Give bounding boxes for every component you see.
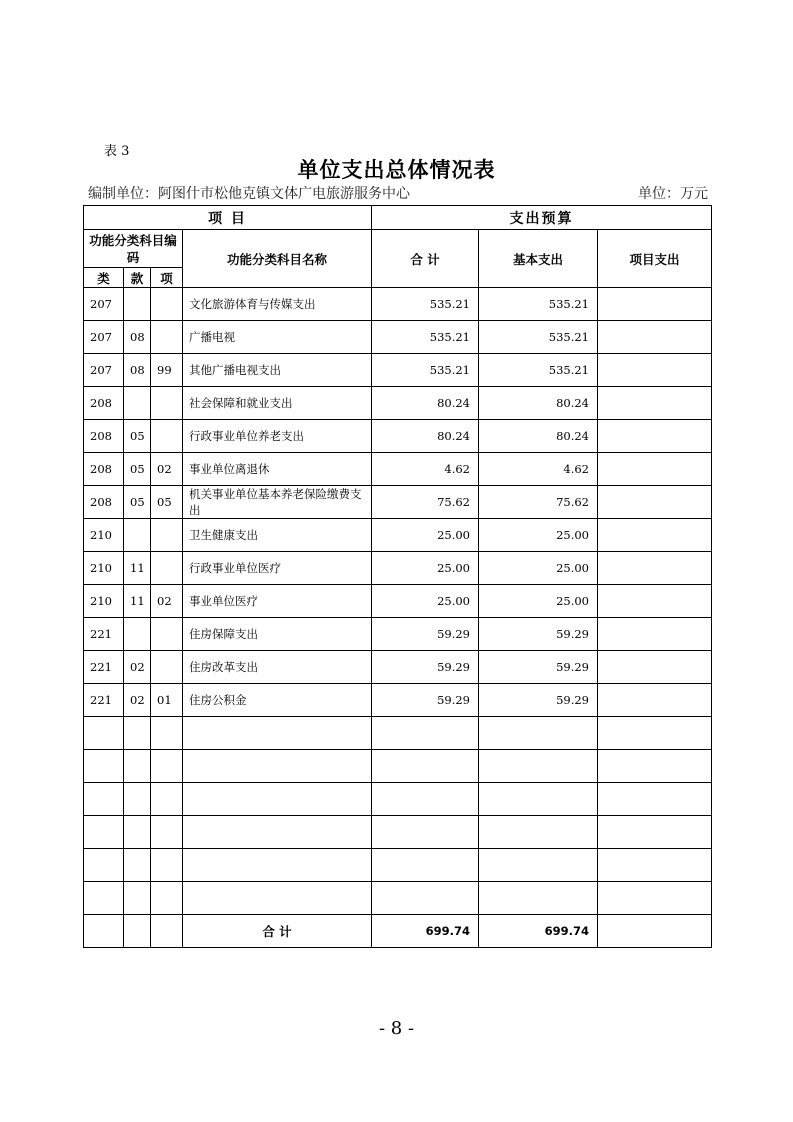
empty-cell: [151, 783, 183, 816]
header-basic: 基本支出: [479, 230, 598, 288]
header-budget: 支出预算: [372, 206, 712, 230]
cell-name: 文化旅游体育与传媒支出: [183, 288, 372, 321]
cell-total: 59.29: [372, 618, 479, 651]
empty-cell: [479, 882, 598, 915]
empty-cell: [151, 849, 183, 882]
header-row-middle: [84, 230, 712, 268]
cell-project: [598, 486, 712, 519]
empty-cell: [598, 717, 712, 750]
empty-cell: [151, 717, 183, 750]
table-row: [84, 519, 712, 552]
total-empty-class: [84, 915, 124, 948]
empty-cell: [598, 882, 712, 915]
total-project: [598, 915, 712, 948]
cell-item: [151, 618, 183, 651]
cell-name: 住房保障支出: [183, 618, 372, 651]
cell-basic: 535.21: [479, 354, 598, 387]
empty-row: [84, 783, 712, 816]
page-title: 单位支出总体情况表: [297, 158, 496, 182]
cell-item: 05: [151, 486, 183, 519]
cell-section: [124, 288, 151, 321]
cell-class: 208: [84, 453, 124, 486]
cell-name: 行政事业单位养老支出: [183, 420, 372, 453]
empty-cell: [84, 783, 124, 816]
empty-row: [84, 882, 712, 915]
empty-row: [84, 717, 712, 750]
cell-class: 221: [84, 684, 124, 717]
cell-name: 住房公积金: [183, 684, 372, 717]
cell-basic: 80.24: [479, 387, 598, 420]
table-row: [84, 453, 712, 486]
empty-cell: [84, 849, 124, 882]
empty-cell: [372, 783, 479, 816]
cell-basic: 75.62: [479, 486, 598, 519]
cell-name: 行政事业单位医疗: [183, 552, 372, 585]
cell-class: 207: [84, 354, 124, 387]
table-row: [84, 651, 712, 684]
table-label: 表 3: [104, 144, 130, 159]
cell-basic: 59.29: [479, 618, 598, 651]
cell-item: [151, 651, 183, 684]
expenditure-table: [83, 205, 712, 948]
cell-section: [124, 387, 151, 420]
cell-class: 208: [84, 420, 124, 453]
cell-section: 05: [124, 453, 151, 486]
empty-cell: [372, 849, 479, 882]
table-row: [84, 684, 712, 717]
table-row: [84, 387, 712, 420]
empty-cell: [183, 816, 372, 849]
header-total: 合 计: [372, 230, 479, 288]
cell-name: 事业单位医疗: [183, 585, 372, 618]
header-row-top: [84, 206, 712, 230]
cell-item: [151, 288, 183, 321]
cell-section: 05: [124, 486, 151, 519]
cell-total: 535.21: [372, 288, 479, 321]
empty-cell: [124, 849, 151, 882]
header-item-col: 项: [151, 268, 183, 288]
empty-row: [84, 750, 712, 783]
empty-cell: [598, 816, 712, 849]
header-name: 功能分类科目名称: [183, 230, 372, 288]
cell-item: 02: [151, 585, 183, 618]
empty-cell: [84, 750, 124, 783]
cell-project: [598, 420, 712, 453]
cell-class: 207: [84, 321, 124, 354]
cell-basic: 535.21: [479, 321, 598, 354]
cell-project: [598, 321, 712, 354]
cell-class: 221: [84, 618, 124, 651]
total-empty-section: [124, 915, 151, 948]
cell-section: 05: [124, 420, 151, 453]
empty-cell: [479, 750, 598, 783]
cell-total: 535.21: [372, 321, 479, 354]
cell-item: [151, 552, 183, 585]
empty-cell: [124, 783, 151, 816]
table-row: [84, 552, 712, 585]
empty-cell: [151, 816, 183, 849]
cell-name: 社会保障和就业支出: [183, 387, 372, 420]
cell-total: 75.62: [372, 486, 479, 519]
cell-item: 02: [151, 453, 183, 486]
cell-class: 208: [84, 387, 124, 420]
cell-total: 25.00: [372, 519, 479, 552]
total-empty-item: [151, 915, 183, 948]
empty-cell: [372, 882, 479, 915]
empty-cell: [183, 717, 372, 750]
table-row: [84, 486, 712, 519]
cell-section: 08: [124, 321, 151, 354]
cell-class: 210: [84, 585, 124, 618]
cell-basic: 80.24: [479, 420, 598, 453]
empty-cell: [598, 849, 712, 882]
cell-total: 535.21: [372, 354, 479, 387]
empty-row: [84, 816, 712, 849]
empty-cell: [124, 882, 151, 915]
cell-project: [598, 288, 712, 321]
table-row: [84, 354, 712, 387]
empty-cell: [151, 750, 183, 783]
cell-name: 住房改革支出: [183, 651, 372, 684]
empty-row: [84, 849, 712, 882]
empty-cell: [183, 783, 372, 816]
cell-class: 207: [84, 288, 124, 321]
empty-cell: [183, 882, 372, 915]
cell-project: [598, 354, 712, 387]
empty-cell: [124, 717, 151, 750]
cell-basic: 25.00: [479, 552, 598, 585]
empty-cell: [479, 717, 598, 750]
empty-cell: [84, 882, 124, 915]
total-label: 合 计: [183, 915, 372, 948]
compiler-unit: 编制单位：阿图什市松他克镇文体广电旅游服务中心: [88, 186, 410, 202]
cell-section: [124, 618, 151, 651]
table-row: [84, 321, 712, 354]
empty-cell: [598, 783, 712, 816]
empty-cell: [124, 816, 151, 849]
cell-project: [598, 552, 712, 585]
empty-cell: [372, 816, 479, 849]
empty-cell: [372, 717, 479, 750]
cell-class: 221: [84, 651, 124, 684]
cell-project: [598, 618, 712, 651]
cell-basic: 59.29: [479, 684, 598, 717]
empty-cell: [124, 750, 151, 783]
cell-basic: 59.29: [479, 651, 598, 684]
header-class: 类: [84, 268, 124, 288]
cell-total: 80.24: [372, 387, 479, 420]
header-code-group: 功能分类科目编码: [84, 230, 183, 268]
cell-total: 59.29: [372, 684, 479, 717]
total-sum: 699.74: [372, 915, 479, 948]
table-row: [84, 420, 712, 453]
cell-section: [124, 519, 151, 552]
cell-basic: 4.62: [479, 453, 598, 486]
cell-project: [598, 387, 712, 420]
total-row: [84, 915, 712, 948]
empty-cell: [84, 717, 124, 750]
empty-cell: [151, 882, 183, 915]
cell-basic: 25.00: [479, 585, 598, 618]
header-item: 项 目: [84, 206, 372, 230]
cell-item: [151, 321, 183, 354]
total-basic: 699.74: [479, 915, 598, 948]
cell-basic: 25.00: [479, 519, 598, 552]
cell-section: 02: [124, 651, 151, 684]
cell-item: [151, 387, 183, 420]
cell-class: 210: [84, 552, 124, 585]
cell-total: 4.62: [372, 453, 479, 486]
table-row: [84, 585, 712, 618]
cell-total: 25.00: [372, 585, 479, 618]
page-number: - 8 -: [378, 1018, 415, 1039]
table-row: [84, 618, 712, 651]
cell-total: 80.24: [372, 420, 479, 453]
cell-class: 208: [84, 486, 124, 519]
cell-project: [598, 519, 712, 552]
empty-cell: [183, 849, 372, 882]
cell-project: [598, 585, 712, 618]
cell-project: [598, 651, 712, 684]
cell-item: [151, 420, 183, 453]
empty-cell: [372, 750, 479, 783]
cell-item: 99: [151, 354, 183, 387]
empty-cell: [479, 849, 598, 882]
cell-project: [598, 684, 712, 717]
table-row: [84, 288, 712, 321]
cell-section: 02: [124, 684, 151, 717]
empty-cell: [479, 783, 598, 816]
cell-basic: 535.21: [479, 288, 598, 321]
cell-class: 210: [84, 519, 124, 552]
cell-item: 01: [151, 684, 183, 717]
empty-cell: [598, 750, 712, 783]
header-project: 项目支出: [598, 230, 712, 288]
cell-total: 25.00: [372, 552, 479, 585]
cell-section: 11: [124, 585, 151, 618]
cell-project: [598, 453, 712, 486]
cell-name: 其他广播电视支出: [183, 354, 372, 387]
cell-name: 广播电视: [183, 321, 372, 354]
cell-total: 59.29: [372, 651, 479, 684]
header-section: 款: [124, 268, 151, 288]
compiler-line: [88, 183, 708, 203]
cell-name: 机关事业单位基本养老保险缴费支出: [183, 486, 372, 519]
empty-cell: [479, 816, 598, 849]
cell-item: [151, 519, 183, 552]
currency-unit: 单位：万元: [638, 186, 708, 202]
empty-cell: [183, 750, 372, 783]
cell-name: 卫生健康支出: [183, 519, 372, 552]
cell-section: 08: [124, 354, 151, 387]
cell-section: 11: [124, 552, 151, 585]
cell-name: 事业单位离退休: [183, 453, 372, 486]
empty-cell: [84, 816, 124, 849]
